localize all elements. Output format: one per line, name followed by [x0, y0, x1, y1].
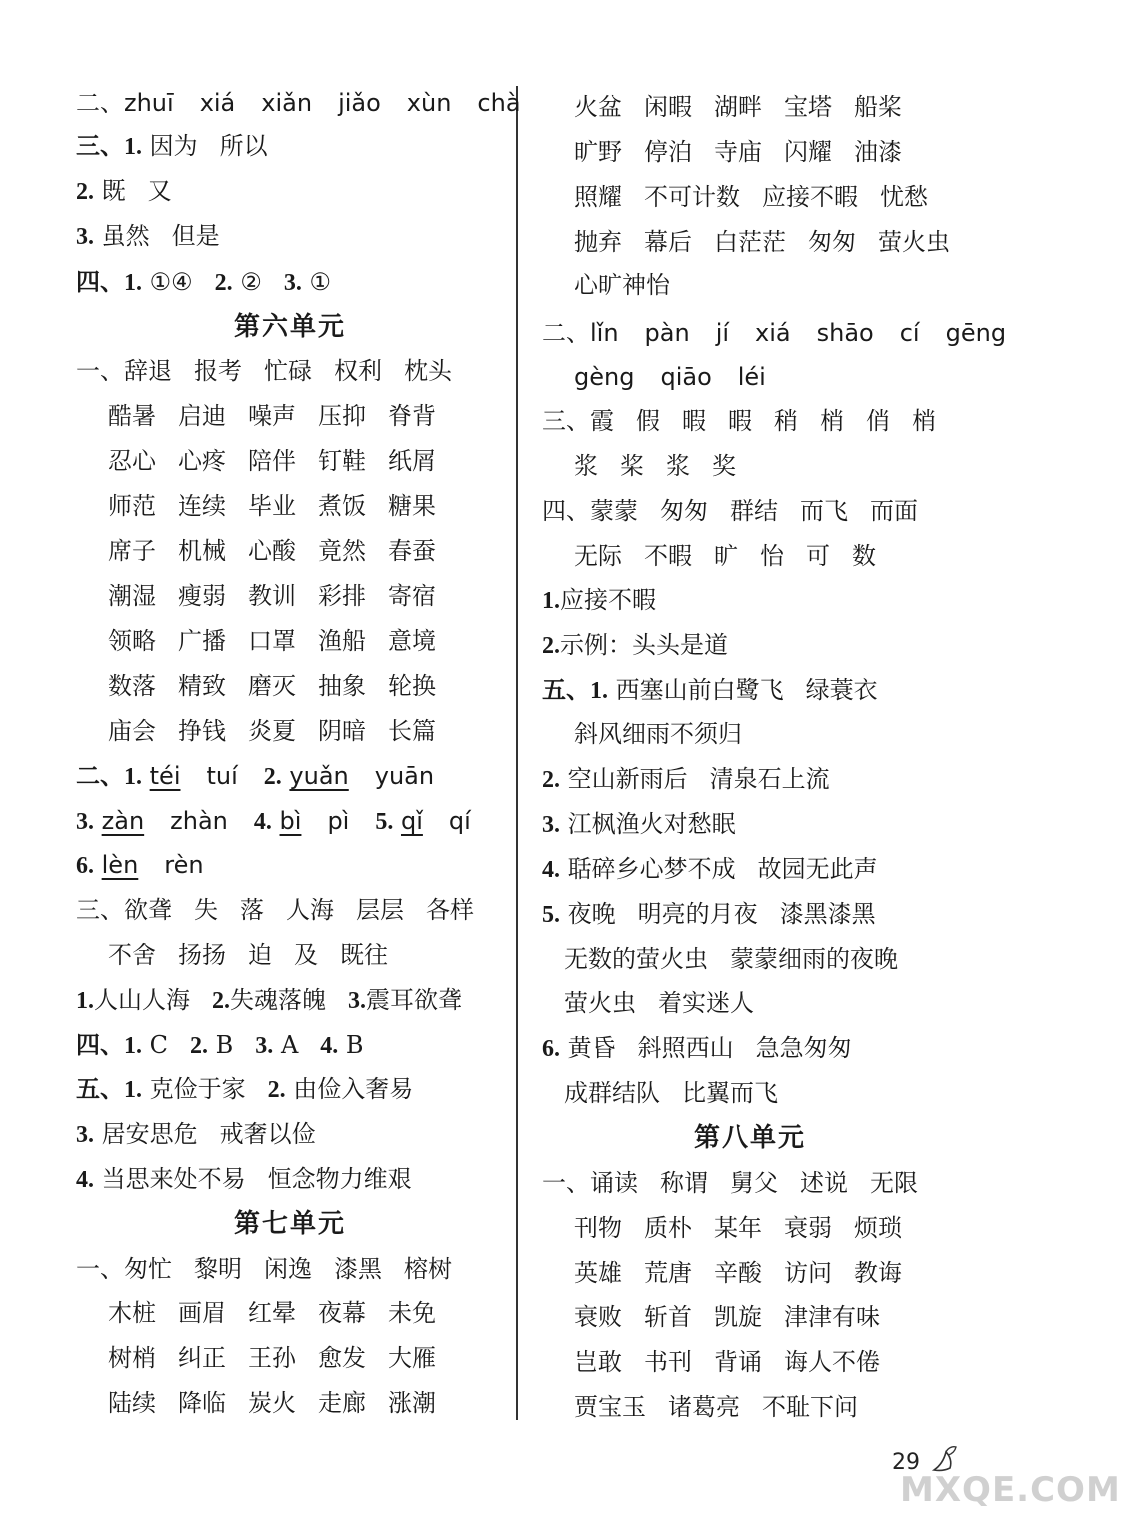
u7-pinyin-line: gèng qiāo léi: [574, 363, 766, 391]
u7-fill-line: 四、蒙蒙 匆匆 群结 而飞 而面: [542, 497, 918, 525]
u8-vocab-row: 衰败 斩首 凯旋 津津有味: [574, 1303, 880, 1331]
u7-poem-line: 五、1. 西塞山前白鹭飞 绿蓑衣: [542, 676, 878, 704]
u6-pinyin-line: 6. lèn rèn: [76, 851, 204, 879]
u6-vocab-row: 师范 连续 毕业 煮饭 糖果: [108, 492, 436, 520]
u6-fill-line: 三、欲聋 失 落 人海 层层 各样: [76, 896, 474, 924]
u7-poem-line: 斜风细雨不须归: [574, 720, 742, 748]
u7-vocab-row: 火盆 闲暇 湖畔 宝塔 船桨: [574, 93, 902, 121]
u6-fill-line: 不舍 扬扬 迫 及 既往: [108, 941, 388, 969]
u6-choice-line: 四、1. C 2. B 3. A 4. B: [76, 1031, 364, 1059]
unit-7-heading: 第七单元: [234, 1209, 347, 1239]
u8-vocab-row: 岂敢 书刊 背诵 诲人不倦: [574, 1348, 880, 1376]
u7-vocab-row: 木桩 画眉 红晕 夜幕 未免: [108, 1299, 436, 1327]
u6-vocab-row: 数落 精致 磨灭 抽象 轮换: [108, 672, 436, 700]
u6-idiom-line: 1.人山人海 2.失魂落魄 3.震耳欲聋: [76, 986, 462, 1014]
u6-vocab-row: 酷暑 启迪 噪声 压抑 脊背: [108, 402, 436, 430]
answer-line-4: 四、1. ①④ 2. ② 3. ①: [76, 268, 331, 296]
column-divider: [516, 86, 518, 1420]
u6-quote-line: 4. 当思来处不易 恒念物力维艰: [76, 1165, 412, 1193]
u7-poem-line: 萤火虫 着实迷人: [564, 989, 754, 1017]
page-number: 29: [892, 1450, 920, 1475]
u7-char-line: 浆 桨 浆 奖: [574, 452, 736, 480]
u7-fill-answer: 1.应接不暇: [542, 586, 656, 614]
u6-pinyin-line: 二、1. téi tuí 2. yuǎn yuān: [76, 762, 435, 790]
u7-vocab-row: 旷野 停泊 寺庙 闪耀 油漆: [574, 138, 902, 166]
u7-fill-answer: 2.示例：头头是道: [542, 631, 728, 659]
u6-vocab-row: 席子 机械 心酸 竟然 春蚕: [108, 537, 436, 565]
u6-vocab-row: 庙会 挣钱 炎夏 阴暗 长篇: [108, 717, 436, 745]
u7-poem-line: 4. 聒碎乡心梦不成 故园无此声: [542, 855, 878, 883]
u6-vocab-row: 忍心 心疼 陪伴 钉鞋 纸屑: [108, 447, 436, 475]
u6-vocab-row: 一、辞退 报考 忙碌 权利 枕头: [76, 357, 452, 385]
u7-poem-line: 成群结队 比翼而飞: [564, 1079, 778, 1107]
answer-line-2: 二、zhuī xiá xiǎn jiǎo xùn chà: [76, 89, 521, 117]
answer-line-3-2: 2. 既 又: [76, 177, 172, 205]
u7-vocab-row: 一、匆忙 黎明 闲逸 漆黑 榕树: [76, 1255, 452, 1283]
u8-vocab-row: 一、诵读 称谓 舅父 述说 无限: [542, 1169, 918, 1197]
u6-pinyin-line: 3. zàn zhàn 4. bì pì 5. qǐ qí: [76, 807, 471, 835]
answer-line-3-3: 3. 虽然 但是: [76, 222, 220, 250]
u7-vocab-row: 树梢 纠正 王孙 愈发 大雁: [108, 1344, 436, 1372]
u6-vocab-row: 潮湿 瘦弱 教训 彩排 寄宿: [108, 582, 436, 610]
u7-pinyin-line: 二、lǐn pàn jí xiá shāo cí gēng: [542, 319, 1007, 347]
u6-quote-line: 3. 居安思危 戒奢以俭: [76, 1120, 316, 1148]
watermark: MXQE.COM: [900, 1470, 1121, 1510]
unit-6-heading: 第六单元: [234, 312, 347, 342]
u7-vocab-row: 心旷神怡: [574, 271, 670, 299]
u7-poem-line: 3. 江枫渔火对愁眠: [542, 810, 736, 838]
u7-poem-line: 无数的萤火虫 蒙蒙细雨的夜晚: [564, 945, 898, 973]
u6-quote-line: 五、1. 克俭于家 2. 由俭入奢易: [76, 1075, 414, 1103]
u6-vocab-row: 领略 广播 口罩 渔船 意境: [108, 627, 436, 655]
u7-poem-line: 5. 夜晚 明亮的月夜 漆黑漆黑: [542, 900, 876, 928]
u7-poem-line: 6. 黄昏 斜照西山 急急匆匆: [542, 1034, 852, 1062]
u8-vocab-row: 贾宝玉 诸葛亮 不耻下问: [574, 1393, 858, 1421]
u7-vocab-row: 抛弃 幕后 白茫茫 匆匆 萤火虫: [574, 228, 950, 256]
u7-char-line: 三、霞 假 暇 暇 稍 梢 俏 梢: [542, 407, 936, 435]
answer-line-3-1: 三、1. 因为 所以: [76, 132, 268, 160]
u7-vocab-row: 陆续 降临 炭火 走廊 涨潮: [108, 1389, 436, 1417]
u8-vocab-row: 英雄 荒唐 辛酸 访问 教诲: [574, 1259, 902, 1287]
u8-vocab-row: 刊物 质朴 某年 衰弱 烦琐: [574, 1214, 902, 1242]
u7-fill-line: 无际 不暇 旷 怡 可 数: [574, 542, 876, 570]
u7-poem-line: 2. 空山新雨后 清泉石上流: [542, 765, 830, 793]
u7-vocab-row: 照耀 不可计数 应接不暇 忧愁: [574, 183, 928, 211]
unit-8-heading: 第八单元: [694, 1123, 807, 1153]
